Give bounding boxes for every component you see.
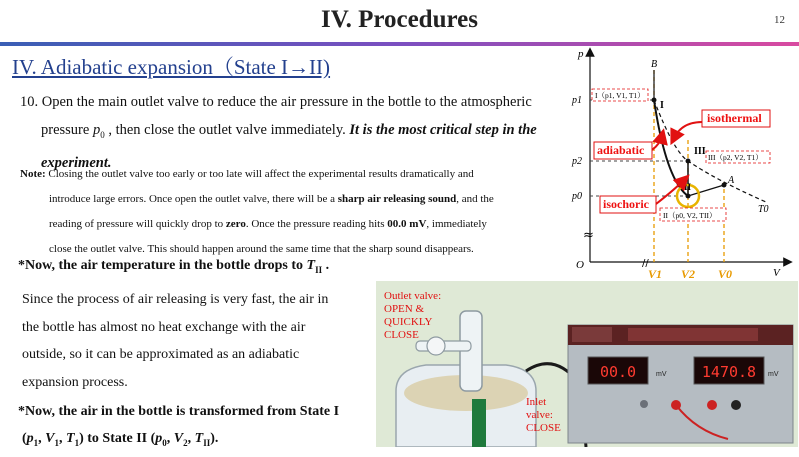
label-t0: T0	[758, 204, 769, 215]
point-a	[722, 183, 727, 188]
page-number: 12	[774, 14, 785, 26]
step-line-3: experiment.	[41, 154, 112, 171]
v-axis-break: //	[642, 258, 649, 269]
label-point-ii: II	[684, 182, 692, 192]
adiabatic-explanation: Since the process of air releasing is very fast, the air in the bottle has almost no heat exchange with the air outside, so it can be approximated as an adiabatic expansion process.	[22, 292, 329, 390]
tick-v1: V1	[648, 267, 663, 280]
meter-knob-1	[640, 400, 648, 408]
label-point-iii: III	[694, 146, 706, 157]
p-axis-break: ≈	[583, 228, 594, 243]
meter-brand-plate	[572, 327, 612, 342]
tick-v2: V2	[681, 267, 696, 280]
state-transition-statement: *Now, the air in the bottle is transformed from State I ($p_1$, $V_1$, $T_1$) to State II ($p_0$, $V_2$, $T_{II}$).	[18, 404, 340, 448]
right-display-value: 1470.8	[701, 363, 757, 381]
state-ii-label: II（p0, V2, TII）	[663, 211, 717, 220]
pv-diagram-svg	[566, 40, 799, 280]
outlet-label-2: OPEN &	[384, 303, 425, 315]
state-i-label: I（p1, V1, T1）	[595, 91, 645, 100]
apparatus-photo	[376, 281, 798, 447]
axis-v-label: V	[773, 267, 780, 279]
label-b: B	[651, 59, 658, 70]
label-a: A	[728, 175, 735, 186]
meter-name-plate	[628, 328, 758, 341]
inlet-label-2: valve:	[526, 409, 553, 421]
point-ii	[686, 194, 691, 199]
left-display-unit: mV	[656, 371, 667, 378]
origin-label: O	[576, 259, 584, 271]
meter-terminal-red-2	[707, 400, 717, 410]
state-iii-label: III（p2, V2, T1）	[708, 153, 763, 162]
step-line-2: pressure $p_0$ , then close the outlet valve immediately. It is the most critical step in the	[41, 122, 537, 140]
isochoric-label: isochoric	[603, 197, 649, 211]
note-line-2: introduce large errors. Once open the outlet valve, there will be a sharp air releasing sound, and the	[49, 193, 494, 205]
point-iii	[686, 159, 691, 164]
meter-terminal-black	[731, 400, 741, 410]
note-line-3: reading of pressure will quickly drop to zero. Once the pressure reading hits 00.0 mV, immediately	[49, 218, 487, 230]
note-block	[20, 162, 565, 262]
isothermal-arrow	[674, 122, 702, 138]
note-line-1: Note: Closing the outlet valve too early or too late will affect the experimental results dramatically and	[20, 168, 474, 180]
point-i	[652, 98, 657, 103]
outlet-valve	[427, 337, 445, 355]
step-line-1: 10. Open the main outlet valve to reduce the air pressure in the bottle to the atmospheric	[20, 94, 532, 110]
apparatus-illustration	[376, 281, 798, 447]
isothermal-label: isothermal	[707, 111, 762, 125]
right-display-unit: mV	[768, 371, 779, 378]
tick-v0: V0	[718, 267, 733, 280]
temperature-drop-statement: *Now, the air temperature in the bottle drops to $T_{II}$ .	[18, 258, 330, 275]
tick-p2: p2	[572, 156, 582, 167]
outlet-label-1: Outlet valve:	[384, 290, 442, 302]
slide-title: IV. Procedures	[321, 6, 478, 33]
axis-p-label: p	[578, 48, 584, 60]
inlet-label-3: CLOSE	[526, 422, 561, 434]
outlet-label-4: CLOSE	[384, 329, 419, 341]
green-hose	[472, 399, 486, 447]
section-title: IV. Adiabatic expansion（State I→II)	[12, 55, 331, 79]
adiabatic-label: adiabatic	[597, 143, 645, 157]
outlet-label-3: QUICKLY	[384, 316, 433, 328]
inlet-label-1: Inlet	[526, 396, 547, 408]
left-display-value: 00.0	[599, 363, 637, 381]
tick-p0: p0	[572, 191, 582, 202]
label-point-i: I	[660, 100, 664, 111]
note-line-4: close the outlet valve. This should happen around the same time that the sharp sound disappears.	[49, 243, 474, 255]
tick-p1: p1	[572, 95, 582, 106]
pv-diagram	[566, 40, 799, 280]
isochoric-arrow	[656, 180, 684, 204]
